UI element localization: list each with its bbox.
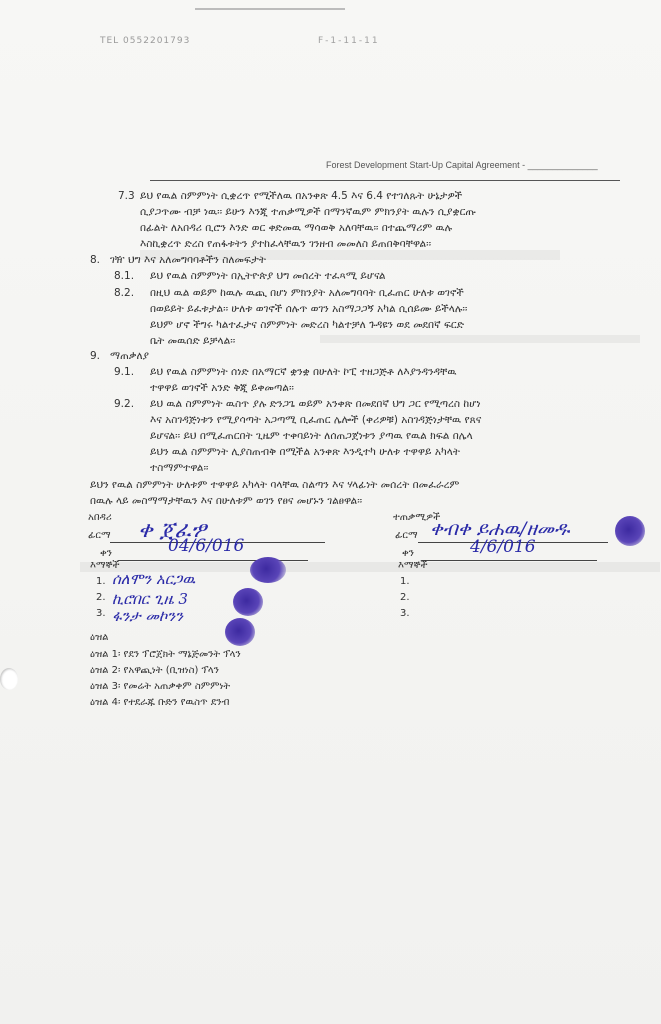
ink-stamp — [615, 516, 645, 546]
annex-item: ዕዝል 2፡ የአዋጪነት (ቢዝነስ) ፕላን — [90, 665, 219, 676]
beneficiaries-title: ተጠቃሚዎች — [393, 512, 441, 523]
clause-line: ይህን ዉል ስምምነት ሊያስጠብቅ በሚችል አንቀጽ እንዲተካ ሁለቱ ተዋዋይ አካላት — [150, 446, 460, 458]
clause-line: ይህ የዉል ስምምነት በኢትዮጵያ ህግ መሰረት ተፈጻሚ ይሆናል — [150, 270, 386, 282]
lender-title: አበዳሪ — [88, 512, 112, 523]
lender-date-label: ቀን — [100, 548, 112, 559]
clause-line: በወይይት ይፈቱታል፡፡ ሁለቱ ወገኖች ሰሉጥ ወገን አስማጋጋኝ አካል ሲሰይሙ ይችላሉ፡፡ — [150, 303, 468, 315]
witness-name-handwritten: ኪሮበር ጊዜ 3 — [112, 590, 188, 608]
clause-number: 8.1. — [114, 270, 135, 282]
clause-number: 9.1. — [114, 366, 135, 378]
annex-item: ዕዝል 1፡ የደን ፕሮጀክት ማኔጅመንት ፕላን — [90, 649, 241, 660]
lender-witnesses-label: እማኞች — [90, 560, 120, 571]
witness-name-handwritten: ሰለሞን አርጋዉ — [112, 570, 196, 588]
witness-name-handwritten: ፋንታ መኮንን — [112, 607, 183, 625]
fax-header-left: TEL 0552201793 — [100, 36, 191, 46]
fax-header-right: F-1-11-11 — [318, 36, 380, 46]
clause-number: 8. — [90, 254, 101, 266]
witness-number: 1. — [96, 576, 106, 587]
beneficiaries-date-handwritten: 4/6/016 — [470, 537, 536, 557]
header-divider — [150, 180, 620, 181]
beneficiaries-signature: ቀብቀ ይሐዉ/ዘመዱ — [430, 518, 570, 540]
ink-stamp — [225, 618, 255, 646]
closing-line: በዉሉ ላይ መስማማታቸዉን እና በሁለቱም ወገን የፀና መሆኑን ገልፀዋል፡፡ — [90, 495, 363, 507]
clause-line: ተዋዋይ ወገኖች አንድ ቅጂ ይቀመጣል፡፡ — [150, 382, 294, 394]
clause-line: ቤት መዉሰድ ይቻላል፡፡ — [150, 335, 236, 347]
clause-line: ይህ የዉል ስምምነት ሰነድ በአማርኛ ቋንቋ በሁለት ኮፒ ተዘጋጅቶ ለእያንዳንዳቸዉ — [150, 366, 457, 378]
scan-artifact-line — [195, 8, 345, 10]
beneficiaries-date-label: ቀን — [402, 548, 414, 559]
clause-line: በዚህ ዉል ወይም ከዉሉ ዉጪ በሆነ ምክንያት አለመግባባት ቢፈጠር ሁለቱ ወገኖች — [150, 287, 464, 299]
lender-sign-label: ፊርማ — [88, 530, 111, 541]
annex-item: ዕዝል 4፡ የተደራጁ ቡድን የዉስጥ ደንብ — [90, 697, 230, 708]
closing-line: ይህን የዉል ስምምነት ሁለቱም ተዋዋይ አካላት ባላቸዉ ስልጣን እና ሃላፊነት መሰረት በመፈራረም — [90, 479, 460, 491]
lender-signature: ቀ ጀፈፇ — [138, 518, 207, 543]
clause-number: 8.2. — [114, 287, 135, 299]
punch-hole — [0, 668, 18, 690]
witness-number: 2. — [400, 592, 410, 603]
clause-number: 9.2. — [114, 398, 135, 410]
annex-label: ዕዝል — [90, 632, 109, 643]
ink-stamp — [250, 557, 286, 583]
clause-line: እስኪቋረጥ ድረስ የጠፋቱትን ያተከፈላቸዉን ገንዘብ መመለስ ይጠበቅባቸዋል፡፡ — [140, 238, 432, 250]
clause-line: ይህ የዉል ስምምነት ሲቋረጥ የሚችለዉ በአንቀጽ 4.5 እና 6.4 የተገለጹት ሁኔታዎች — [140, 190, 463, 202]
clause-line: ይሆናል፡፡ ይህ በሚፈጠርበት ጊዜም ተቀባይነት ለሰጠጋጀነቱን ያጣዉ የዉል ክፍል በሌላ — [150, 430, 473, 442]
witness-number: 3. — [96, 608, 106, 619]
witness-number: 1. — [400, 576, 410, 587]
clause-line: እና አስገዳጅነቱን የሚያሳጣት አጋጣሚ ቢፈጠር ሌሎች (ቀሪዎቹ) አስገዳጅነታቸዉ የጸና — [150, 414, 482, 426]
section-heading: ገዥ ህግ እና አለመግባባቶችን ስለመፍታት — [110, 254, 266, 266]
lender-date-handwritten: 04/6/016 — [168, 536, 245, 556]
witness-number: 2. — [96, 592, 106, 603]
clause-number: 7.3 — [118, 190, 135, 202]
section-heading: ማጠቃለያ — [110, 350, 150, 362]
ink-stamp — [233, 588, 263, 616]
clause-line: በፊልት ለአበዳሪ ቢሮን እንድ ወር ቀድመዉ ማሳወቅ አለባቸዉ፡፡ በተጨማሪም ዉሉ — [140, 222, 453, 234]
annex-item: ዕዝል 3፡ የመሬት አጠቃቀም ስምምነት — [90, 681, 231, 692]
scan-smudge — [320, 335, 640, 343]
clause-line: ተስማምተዋል፡፡ — [150, 462, 209, 474]
clause-number: 9. — [90, 350, 101, 362]
clause-line: ይህ ዉል ስምምነት ዉስጥ ያሉ ድንጋጌ ወይም አንቀጽ በመደበኛ ህግ ጋር የሚጣረስ ከሆነ — [150, 398, 481, 410]
clause-line: ይህም ሆኖ ችግሩ ካልተፈታና ስምምነት መድረስ ካልተቻለ ጉዳዩን ወደ መደበኛ ፍርድ — [150, 319, 464, 331]
beneficiaries-date-line — [422, 560, 597, 561]
page-header-title: Forest Development Start-Up Capital Agreement - ______________ — [326, 160, 598, 170]
clause-line: ሲያጋጥሙ ብቻ ነዉ፡፡ ይሁን እንጂ ተጠቃሚዎች በማንኛዉም ምክንያት ዉሉን ሲያቋርጡ — [140, 206, 476, 218]
beneficiaries-witnesses-label: እማኞች — [398, 560, 428, 571]
beneficiaries-sign-label: ፊርማ — [395, 530, 418, 541]
witness-number: 3. — [400, 608, 410, 619]
